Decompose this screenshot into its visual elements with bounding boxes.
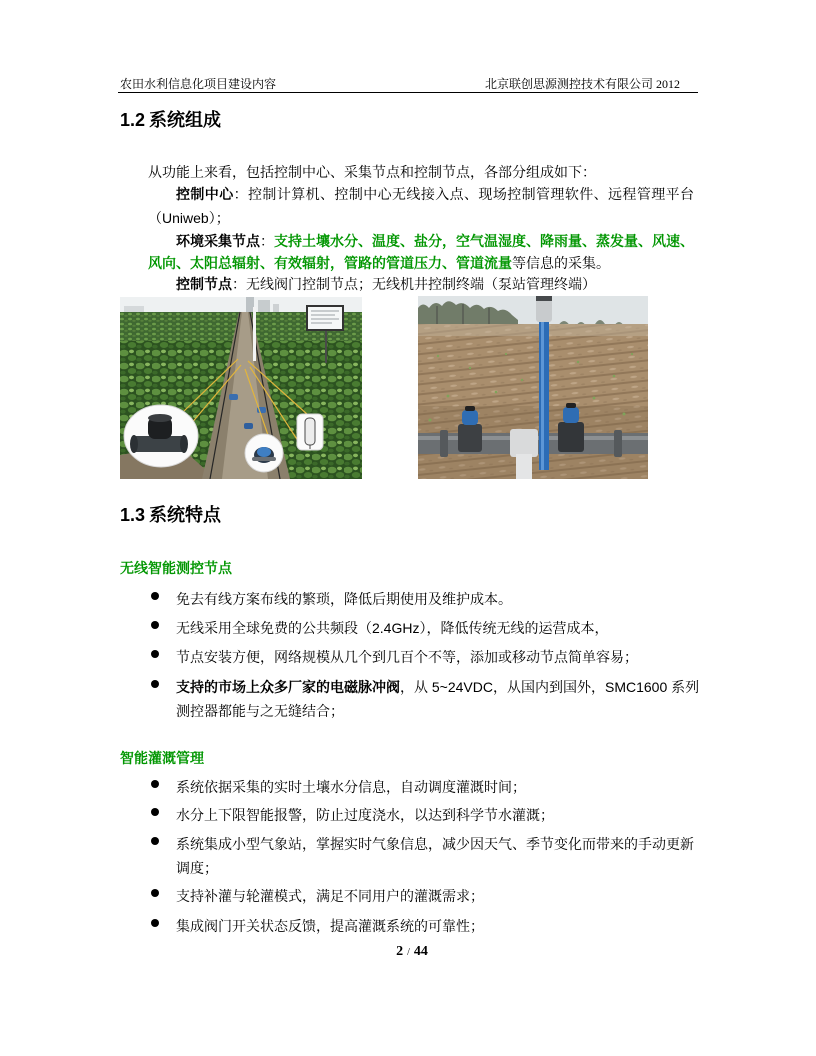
section-number: 1.3 [120, 505, 146, 525]
list-item-text: 节点安装方便，网络规模从几个到几百个不等，添加或移动节点简单容易； [176, 649, 638, 665]
list-item-text [176, 676, 698, 698]
page-footer [0, 943, 816, 962]
list-item-text-continued: 测控器都能与之无缝结合； [176, 703, 344, 719]
list-item [0, 833, 816, 876]
bullet-icon [151, 889, 159, 897]
header-rule [118, 92, 698, 93]
control-center-line [176, 183, 694, 205]
field-monitoring-photo [120, 297, 362, 479]
list-item-bold-text: 支持的市场上众多厂家的电磁脉冲阀 [176, 679, 400, 695]
list-item [0, 676, 816, 719]
list-item-text: 免去有线方案布线的繁琐，降低后期使用及维护成本。 [176, 591, 512, 607]
collection-node-highlight: 支持土壤水分、温度、盐分，空气温湿度、降雨量、蒸发量、风速、 [274, 233, 694, 249]
sensor-inset [297, 414, 323, 450]
list-item-text: 水分上下限智能报警，防止过度浇水，以达到科学节水灌溉； [176, 807, 554, 823]
page-total: 44 [413, 944, 428, 959]
list-item-text-continued: 调度； [176, 860, 218, 876]
list-item [0, 617, 816, 639]
bullet-icon [151, 808, 159, 816]
control-node-colon: ： [232, 276, 246, 292]
page-number: 2 [396, 944, 404, 959]
section-heading-features [120, 504, 221, 526]
bullet-icon [151, 592, 159, 600]
section-heading-composition [120, 109, 221, 131]
collection-node-highlight-continued: 风向、太阳总辐射、有效辐射，管路的管道压力、管道流量 [148, 255, 512, 271]
composition-intro: 从功能上来看，包括控制中心、采集节点和控制节点，各部分组成如下： [148, 164, 596, 180]
header-project-title: 农田水利信息化项目建设内容 [120, 77, 277, 91]
section-title: 系统特点 [149, 505, 222, 525]
bullet-icon [151, 919, 159, 927]
control-center-line-continued: （Uniweb）； [148, 210, 230, 226]
list-item [0, 885, 816, 907]
list-item-text: 系统依据采集的实时土壤水分信息，自动调度灌溉时间； [176, 779, 526, 795]
collection-node-tail: 等信息的采集。 [512, 255, 610, 271]
collection-node-label: 环境采集节点 [176, 233, 260, 249]
subheading-wireless-nodes: 无线智能测控节点 [120, 560, 232, 576]
list-item-text: 集成阀门开关状态反馈，提高灌溉系统的可靠性； [176, 918, 484, 934]
list-item [0, 646, 816, 668]
well-control-photo [418, 296, 648, 479]
valve-inset [124, 405, 198, 467]
bullet-icon [151, 780, 159, 788]
list-item [0, 776, 816, 798]
list-item [0, 915, 816, 937]
page-separator: / [407, 947, 410, 958]
list-item-text: 系统集成小型气象站，掌握实时气象信息，减少因天气、季节变化而带来的手动更新 [176, 836, 694, 852]
collection-node-colon: ： [260, 233, 274, 249]
control-center-label: 控制中心 [176, 186, 234, 202]
collection-node-line [176, 230, 694, 252]
subheading-irrigation: 智能灌溉管理 [120, 750, 204, 766]
list-item-text: 无线采用全球免费的公共频段（2.4GHz），降低传统无线的运营成本， [176, 620, 609, 636]
control-node-text: 无线阀门控制节点；无线机井控制终端（泵站管理终端） [246, 276, 596, 292]
meter-inset [245, 434, 283, 472]
control-node-label: 控制节点 [176, 276, 232, 292]
list-item-text: 支持补灌与轮灌模式，满足不同用户的灌溉需求； [176, 888, 484, 904]
control-center-colon: ： [233, 186, 249, 202]
bullet-icon [151, 680, 159, 688]
control-center-text: 控制计算机、控制中心无线接入点、现场控制管理软件、远程管理平台 [248, 186, 695, 202]
list-item-line: ，从 5~24VDC，从国内到国外，SMC1600 系列 [400, 679, 700, 695]
bullet-icon [151, 621, 159, 629]
collection-node-line-continued [148, 252, 610, 274]
section-title: 系统组成 [149, 110, 222, 130]
bullet-icon [151, 837, 159, 845]
control-node-line [176, 273, 596, 295]
sensor-pole [253, 307, 256, 361]
list-item [0, 588, 816, 610]
list-item [0, 804, 816, 826]
bullet-icon [151, 650, 159, 658]
header-company-name: 北京联创思源测控技术有限公司 2012 [484, 77, 680, 91]
section-number: 1.2 [120, 110, 146, 130]
